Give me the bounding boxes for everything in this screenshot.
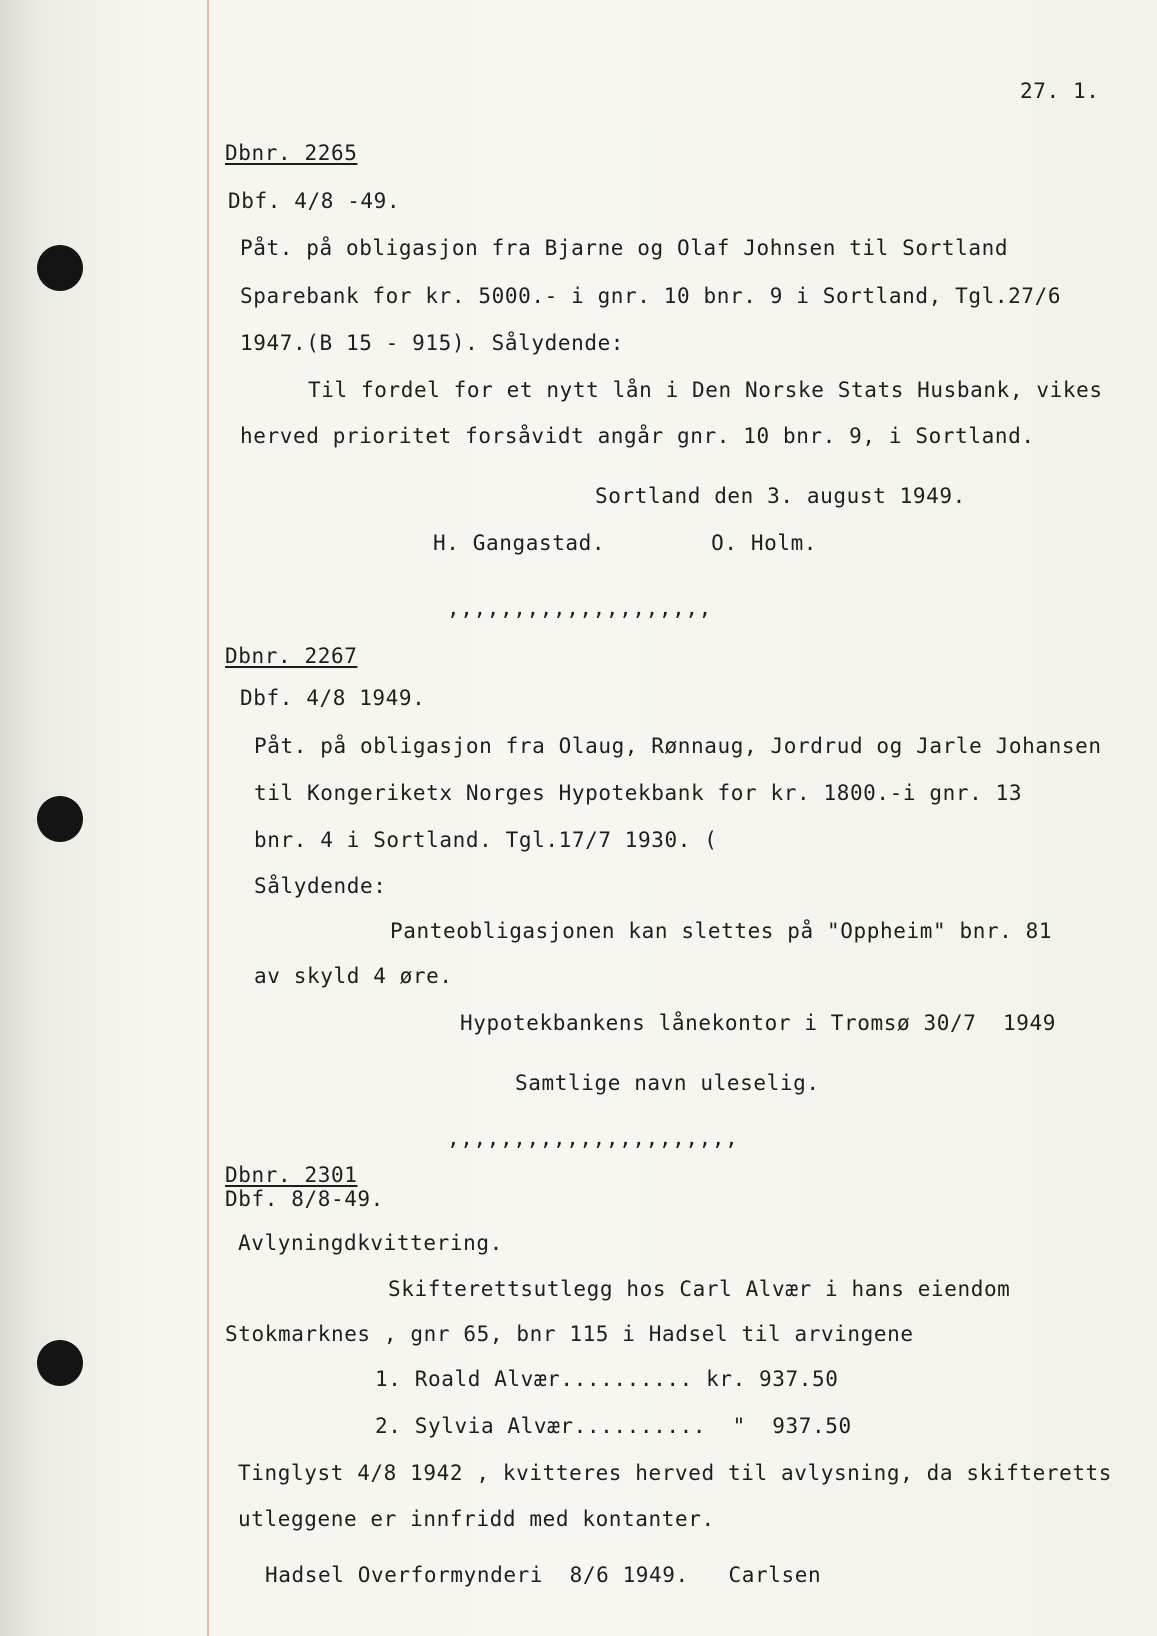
entry-line: 1947.(B 15 - 915). Sålydende: bbox=[240, 331, 625, 355]
entry-line: Sålydende: bbox=[254, 874, 387, 898]
entry-dbnr: Dbnr. 2267 bbox=[225, 644, 358, 668]
entry-line: Sparebank for kr. 5000.- i gnr. 10 bnr. 9 i Sortland, Tgl.27/6 bbox=[240, 284, 1062, 308]
entry-line: Tinglyst 4/8 1942 , kvitteres herved til avlysning, da skifteretts bbox=[238, 1461, 1113, 1485]
entry-line: 1. Roald Alvær.......... kr. 937.50 bbox=[375, 1367, 839, 1391]
entry-line: 2. Sylvia Alvær.......... " 937.50 bbox=[375, 1414, 852, 1438]
entry-line: Skifterettsutlegg hos Carl Alvær i hans eiendom bbox=[388, 1277, 1011, 1301]
entry-line: Hypotekbankens lånekontor i Tromsø 30/7 1949 bbox=[460, 1011, 1056, 1035]
entry-line: Samtlige navn uleselig. bbox=[515, 1071, 820, 1095]
entry-line: Panteobligasjonen kan slettes på "Oppheim" bnr. 81 bbox=[390, 919, 1053, 943]
entry-line: Stokmarknes , gnr 65, bnr 115 i Hadsel til arvingene bbox=[225, 1322, 914, 1346]
entry-dbf: Dbf. 4/8 1949. bbox=[240, 686, 426, 710]
entry-line: av skyld 4 øre. bbox=[254, 964, 453, 988]
entry-dbf: Dbf. 8/8-49. bbox=[225, 1187, 384, 1211]
page-number: 27. 1. bbox=[1020, 79, 1100, 103]
punch-hole-middle bbox=[37, 796, 83, 842]
entry-line: Avlyningdkvittering. bbox=[238, 1231, 503, 1255]
entry-separator: ,,,,,,,,,,,,,,,,,,,, bbox=[447, 596, 712, 620]
entry-line: Påt. på obligasjon fra Olaug, Rønnaug, Jordrud og Jarle Johansen bbox=[254, 734, 1102, 758]
entry-dbf: Dbf. 4/8 -49. bbox=[228, 189, 401, 213]
entry-dbnr: Dbnr. 2301 bbox=[225, 1163, 358, 1187]
punch-hole-bottom bbox=[37, 1340, 83, 1386]
entry-line: herved prioritet forsåvidt angår gnr. 10 bnr. 9, i Sortland. bbox=[240, 424, 1035, 448]
entry-signatures: H. Gangastad. O. Holm. bbox=[433, 531, 818, 555]
entry-line: til Kongeriketx Norges Hypotekbank for kr. 1800.-i gnr. 13 bbox=[254, 781, 1023, 805]
entry-line: Til fordel for et nytt lån i Den Norske Stats Husbank, vikes bbox=[308, 378, 1103, 402]
entry-separator: ,,,,,,,,,,,,,,,,,,,,,, bbox=[447, 1126, 739, 1150]
entry-line: utleggene er innfridd med kontanter. bbox=[238, 1507, 715, 1531]
entry-dbnr: Dbnr. 2265 bbox=[225, 141, 358, 165]
entry-line: bnr. 4 i Sortland. Tgl.17/7 1930. ( bbox=[254, 828, 718, 852]
punch-hole-top bbox=[37, 245, 83, 291]
entry-line: Sortland den 3. august 1949. bbox=[595, 484, 966, 508]
margin-rule bbox=[207, 0, 209, 1636]
entry-line: Påt. på obligasjon fra Bjarne og Olaf Johnsen til Sortland bbox=[240, 236, 1009, 260]
entry-line: Hadsel Overformynderi 8/6 1949. Carlsen bbox=[265, 1563, 822, 1587]
